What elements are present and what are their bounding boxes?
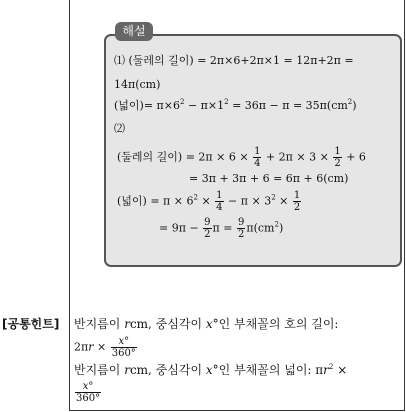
solution-line-7: (넓이) = $\pi \times 6^2$ × $\frac{1}{4}$ − $\pi \times 3^2$ × $\frac{1}{2}$ xyxy=(117,190,301,213)
hint-line-2: 2πr × $\frac{x^\circ}{360^\circ}$ xyxy=(74,336,136,359)
fraction: $\frac{x^\circ}{360^\circ}$ xyxy=(111,336,136,359)
solution-line-1: ⑴ (둘레의 길이) = 2π×6+2π×1 = 12π+2π = xyxy=(114,54,354,67)
solution-line-6: = 3π + 3π + 6 = 6π + 6(cm) xyxy=(189,172,349,185)
fraction: $\frac{1}{4}$ xyxy=(216,190,223,213)
hint-line-1: 반지름이 rcm, 중심각이 x°인 부채꼴의 호의 길이: xyxy=(74,317,339,331)
solution-line-8: = 9π − $\frac{9}{2}$ π = $\frac{9}{2}$ $\pi(cm^2)$ xyxy=(159,217,284,240)
solution-badge: 해설 xyxy=(115,22,153,41)
solution-line-5: (둘레의 길이) = 2π × 6 × $\frac{1}{4}$ + 2π × 3 × $\frac{1}{2}$ + 6 xyxy=(117,146,366,169)
fraction: $\frac{9}{2}$ xyxy=(204,217,211,240)
fraction: $\frac{x^\circ}{360^\circ}$ xyxy=(76,381,101,404)
hint-line-4 xyxy=(74,381,102,404)
solution-line-3: (넓이)= $\pi\times 6^2 - \pi\times 1^2 = 36\pi - \pi = 35\pi(cm^2)$ xyxy=(114,98,357,112)
hint-line-3: 반지름이 rcm, 중심각이 x°인 부채꼴의 넓이: $\pi r^2$ × xyxy=(74,363,348,377)
common-hint-label: [공통힌트] xyxy=(2,317,60,331)
solution-line-2: 14π(cm) xyxy=(114,78,161,91)
fraction: $\frac{1}{4}$ xyxy=(254,146,261,169)
solution-line-4: ⑵ xyxy=(114,122,125,135)
fraction: $\frac{1}{2}$ xyxy=(334,146,341,169)
fraction: $\frac{9}{2}$ xyxy=(237,217,245,240)
fraction: $\frac{1}{2}$ xyxy=(293,190,301,213)
